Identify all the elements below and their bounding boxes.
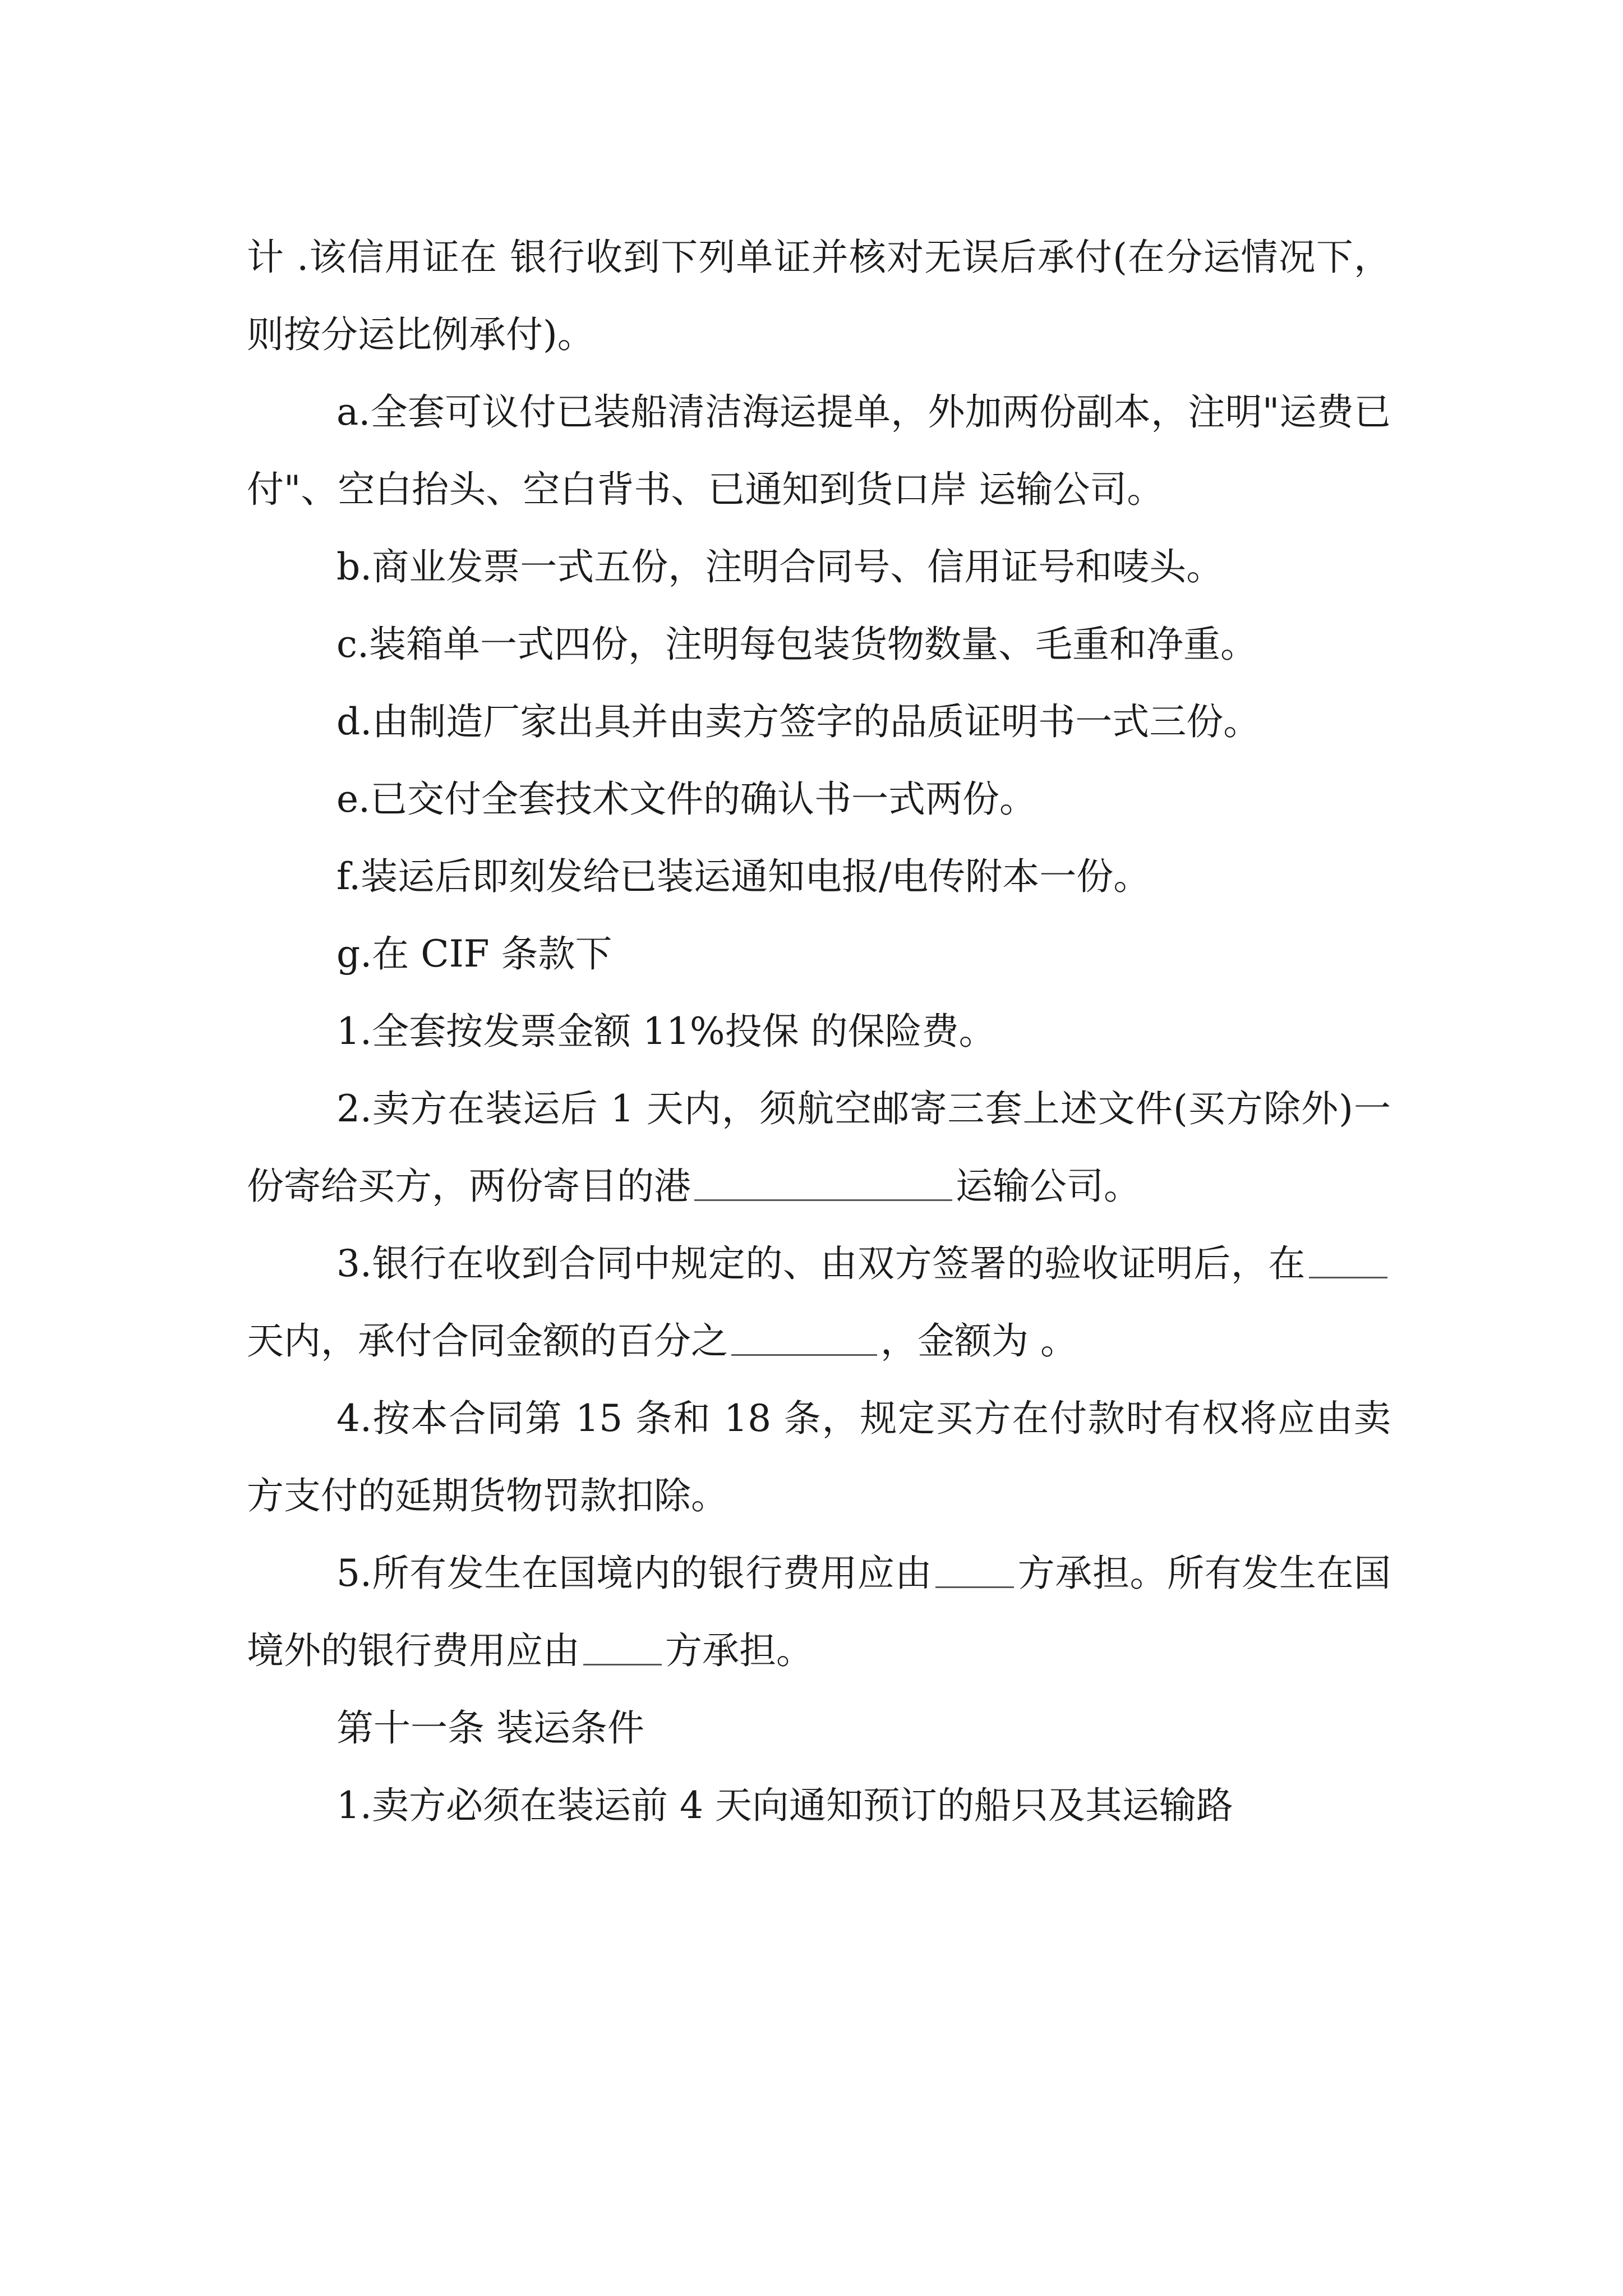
paragraph-item-e: e.已交付全套技术文件的确认书一式两份。	[336, 777, 1037, 821]
blank-domestic-party	[935, 1553, 1014, 1588]
document-page	[247, 219, 1391, 2182]
paragraph-item-d: d.由制造厂家出具并由卖方签字的品质证明书一式三份。	[336, 700, 1261, 743]
paragraph-clause-5	[247, 1535, 1391, 1690]
clause-5-text-middle: 方承担。所有发生在国境外的银行费用应由	[247, 1552, 1391, 1672]
clause-2-text-start: 2.卖方在装运后 1 天内，须航空邮寄三套上述文件(买方除外)一份寄给买方，两份寄目的港	[247, 1087, 1391, 1208]
paragraph-shipping-clause-1: 1.卖方必须在装运前 4 天向通知预订的船只及其运输路	[336, 1784, 1233, 1827]
paragraph-item-f: f.装运后即刻发给已装运通知电报/电传附本一份。	[336, 855, 1151, 898]
section-heading-article-11: 第十一条 装运条件	[336, 1706, 644, 1750]
paragraph-item-b: b.商业发票一式五份，注明合同号、信用证号和唛头。	[336, 545, 1224, 588]
paragraph-payment-terms: 计 .该信用证在 银行收到下列单证并核对无误后承付(在分运情况下，则按分运比例承付)。	[247, 236, 1391, 356]
paragraph-item-a: a.全套可议付已装船清洁海运提单，外加两份副本，注明"运费已付"、空白抬头、空白背书、已通知到货口岸 运输公司。	[247, 390, 1391, 511]
clause-3-text-start: 3.银行在收到合同中规定的、由双方签署的验收证明后，在	[336, 1242, 1306, 1285]
paragraph-item-g: g.在 CIF 条款下	[336, 932, 612, 976]
blank-days	[1309, 1243, 1387, 1278]
paragraph-clause-1: 1.全套按发票金额 11%投保 的保险费。	[336, 1010, 996, 1053]
blank-destination-port	[694, 1166, 952, 1201]
blank-foreign-party	[583, 1630, 662, 1665]
blank-percentage	[731, 1320, 877, 1356]
paragraph-clause-2	[247, 1070, 1391, 1225]
clause-5-text-end: 方承担。	[665, 1629, 813, 1672]
paragraph-clause-3	[247, 1225, 1391, 1380]
clause-3-text-end: ，金额为 。	[880, 1319, 1077, 1363]
paragraph-item-c: c.装箱单一式四份，注明每包装货物数量、毛重和净重。	[336, 623, 1257, 666]
paragraph-clause-4: 4.按本合同第 15 条和 18 条，规定买方在付款时有权将应由卖方支付的延期货物罚款扣除。	[247, 1397, 1391, 1517]
clause-3-text-middle: 天内，承付合同金额的百分之	[247, 1319, 728, 1363]
clause-5-text-start: 5.所有发生在国境内的银行费用应由	[336, 1552, 933, 1595]
clause-2-text-end: 运输公司。	[956, 1165, 1141, 1208]
